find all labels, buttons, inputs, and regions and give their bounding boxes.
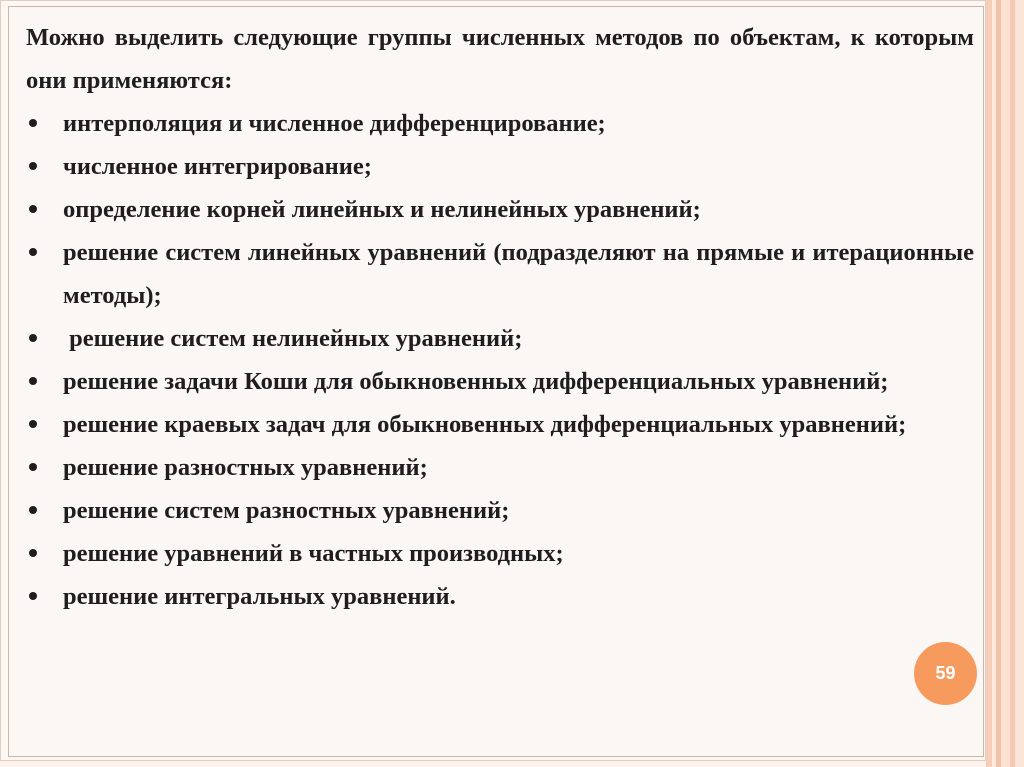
list-item-text: интерполяция и численное дифференцирование; [63, 110, 606, 137]
list-item [26, 489, 974, 532]
list-item [26, 575, 974, 618]
bullet-icon [29, 248, 37, 256]
list-item-text: определение корней линейных и нелинейных уравнений; [63, 196, 701, 223]
list-item [26, 360, 974, 403]
bullet-icon [29, 119, 37, 127]
list-item-text: решение систем нелинейных уравнений; [63, 325, 523, 352]
list-item-text: решение краевых задач для обыкновенных дифференциальных уравнений; [63, 411, 907, 438]
bullet-icon [29, 506, 37, 514]
list-item-text: решение интегральных уравнений. [63, 583, 456, 610]
intro-text: Можно выделить следующие группы численных методов по объектам, к которым они применяются: [26, 24, 974, 94]
list-item-text: решение задачи Коши для обыкновенных дифференциальных уравнений; [63, 368, 889, 395]
bullet-icon [29, 463, 37, 471]
slide-content [26, 16, 974, 618]
list-item [26, 188, 974, 231]
list-item [26, 145, 974, 188]
list-item [26, 317, 974, 360]
list-item-text: решение систем линейных уравнений (подразделяют на прямые и итерационные методы); [63, 239, 974, 309]
decorative-stripe [1001, 0, 1010, 767]
bullet-icon [29, 549, 37, 557]
list-item [26, 532, 974, 575]
decorative-stripe [1015, 0, 1024, 767]
methods-list [26, 102, 974, 618]
list-item [26, 231, 974, 317]
list-item-text: решение разностных уравнений; [63, 454, 428, 481]
list-item-text: решение систем разностных уравнений; [63, 497, 510, 524]
bullet-icon [29, 420, 37, 428]
page-number: 59 [935, 663, 956, 683]
bullet-icon [29, 592, 37, 600]
bullet-icon [29, 162, 37, 170]
bullet-icon [29, 205, 37, 213]
list-item [26, 102, 974, 145]
list-item [26, 446, 974, 489]
list-item-text: численное интегрирование; [63, 153, 372, 180]
list-item-text: решение уравнений в частных производных; [63, 540, 564, 567]
bullet-icon [29, 334, 37, 342]
list-item [26, 403, 974, 446]
bullet-icon [29, 377, 37, 385]
page-number-badge [914, 642, 977, 705]
